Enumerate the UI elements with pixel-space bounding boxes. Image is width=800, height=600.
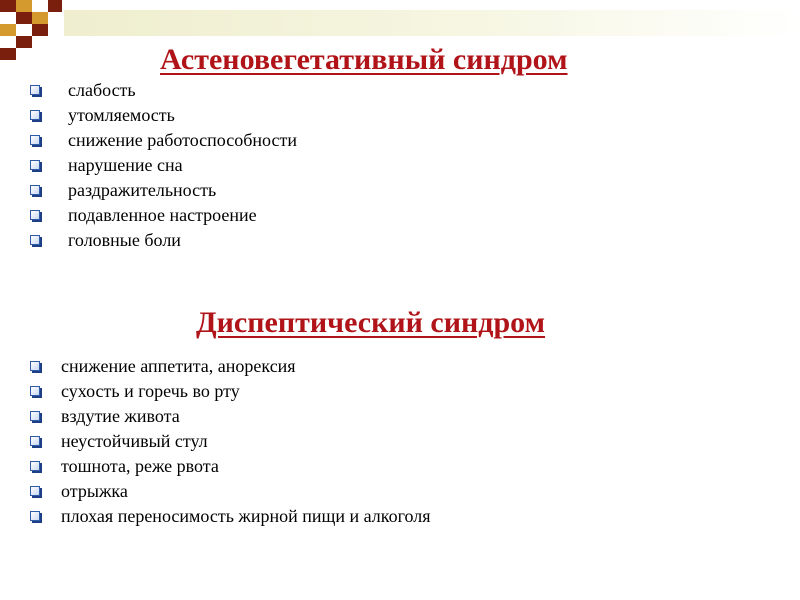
decor-square	[32, 24, 48, 36]
list-item	[30, 178, 297, 203]
decor-square	[16, 12, 32, 24]
list-item-label: вздутие живота	[61, 406, 180, 426]
square-bullet-icon	[30, 185, 40, 195]
decor-square	[16, 36, 32, 48]
list-item-label: подавленное настроение	[68, 205, 257, 225]
list-item-label: снижение аппетита, анорексия	[61, 356, 296, 376]
list-item-label: слабость	[68, 80, 136, 100]
list-item	[30, 354, 431, 379]
list-item-label: неустойчивый стул	[61, 431, 208, 451]
square-bullet-icon	[30, 411, 40, 421]
square-bullet-icon	[30, 361, 40, 371]
square-bullet-icon	[30, 511, 40, 521]
list-item-label: раздражительность	[68, 180, 217, 200]
decor-square	[48, 0, 62, 12]
section-title-dyspeptic: Диспептический синдром	[196, 306, 546, 339]
list-item	[30, 203, 297, 228]
list-item-label: сухость и горечь во рту	[61, 381, 240, 401]
square-bullet-icon	[30, 386, 40, 396]
list-item-label: отрыжка	[61, 481, 128, 501]
list-item-label: нарушение сна	[68, 155, 183, 175]
square-bullet-icon	[30, 210, 40, 220]
list-item	[30, 379, 431, 404]
list-item	[30, 429, 431, 454]
list-item	[30, 454, 431, 479]
list-item-label: головные боли	[68, 230, 181, 250]
square-bullet-icon	[30, 85, 40, 95]
square-bullet-icon	[30, 461, 40, 471]
list-item	[30, 479, 431, 504]
decor-square	[0, 48, 16, 60]
square-bullet-icon	[30, 135, 40, 145]
list-item	[30, 128, 297, 153]
list-item	[30, 504, 431, 529]
list-item-label: плохая переносимость жирной пищи и алкоголя	[61, 506, 431, 526]
symptom-list-dyspeptic	[30, 354, 431, 529]
list-item-label: утомляемость	[68, 105, 175, 125]
section-title-astenovegetative: Астеновегетативный синдром	[160, 43, 568, 76]
square-bullet-icon	[30, 160, 40, 170]
square-bullet-icon	[30, 436, 40, 446]
symptom-list-astenovegetative	[30, 78, 297, 253]
square-bullet-icon	[30, 486, 40, 496]
list-item-label: снижение работоспособности	[68, 130, 297, 150]
list-item	[30, 404, 431, 429]
list-item	[30, 103, 297, 128]
square-bullet-icon	[30, 235, 40, 245]
square-bullet-icon	[30, 110, 40, 120]
decor-square	[0, 24, 16, 36]
list-item	[30, 78, 297, 103]
decor-square	[16, 0, 32, 12]
list-item-label: тошнота, реже рвота	[61, 456, 219, 476]
decor-square	[0, 0, 16, 12]
header-gradient-bar	[64, 10, 800, 36]
decor-square	[32, 12, 48, 24]
list-item	[30, 228, 297, 253]
list-item	[30, 153, 297, 178]
